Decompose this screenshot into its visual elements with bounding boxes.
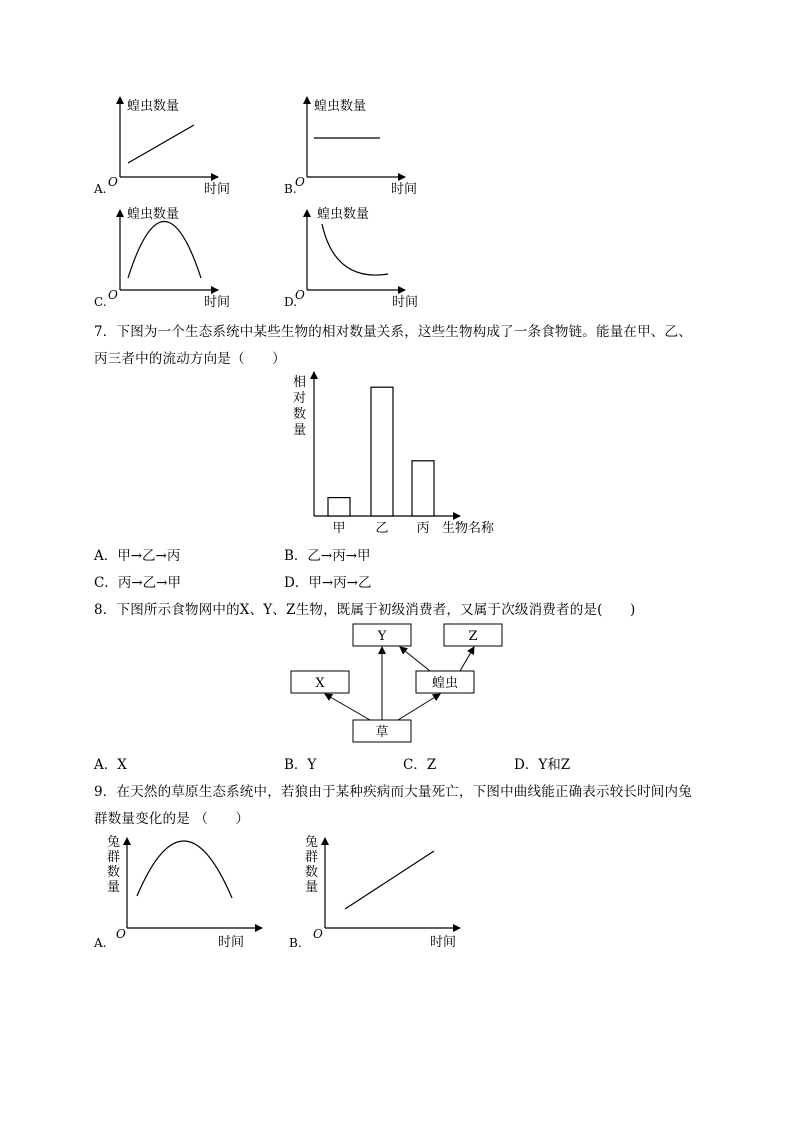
q9-text-line1: 9．在天然的草原生态系统中，若狼由于某种疾病而大量死亡，下图中曲线能正确表示较长时间内兔 xyxy=(94,784,692,800)
q9-graphs xyxy=(0,830,794,960)
q9-text-line2: 群数量变化的是 （ ） xyxy=(94,811,250,827)
y-axis-label-char: 群 xyxy=(107,850,121,865)
y-axis-label-char: 对 xyxy=(293,391,307,406)
y-axis-label-char: 数 xyxy=(293,407,307,422)
y-axis-label-char: 量 xyxy=(305,880,319,895)
node-z: Z xyxy=(468,629,478,644)
q7-text-line2: 丙三者中的流动方向是（ ） xyxy=(94,351,286,367)
x-tick-label: 乙 xyxy=(375,521,389,536)
bar-3 xyxy=(412,461,434,516)
q9-graph-b xyxy=(289,835,460,950)
x-tick-label: 甲 xyxy=(332,521,346,536)
option-label-d: D. xyxy=(284,295,298,309)
q8-option-a[interactable]: A．X xyxy=(94,757,127,773)
curve-increasing xyxy=(128,125,194,163)
node-x: X xyxy=(315,676,325,691)
q8-text: 8．下图所示食物网中的X、Y、Z生物，既属于初级消费者，又属于次级消费者的是( ) xyxy=(94,602,636,618)
q8-option-d[interactable]: D．Y和Z xyxy=(514,757,571,773)
x-axis-label: 时间 xyxy=(430,935,457,950)
q8-option-c[interactable]: C．Z xyxy=(403,757,437,773)
arrow-grass-to-x xyxy=(325,694,370,720)
q6-graph-c xyxy=(94,206,230,310)
y-axis-label: 蝗虫数量 xyxy=(127,99,180,114)
y-axis-label-char: 群 xyxy=(305,850,319,865)
node-y: Y xyxy=(377,629,387,644)
y-axis-label-char: 量 xyxy=(293,423,307,438)
y-axis-label: 蝗虫数量 xyxy=(317,207,370,222)
option-label-b: B. xyxy=(284,182,297,196)
y-axis-label: 蝗虫数量 xyxy=(314,99,367,114)
q8-food-web xyxy=(280,618,520,748)
x-axis-label: 时间 xyxy=(218,935,245,950)
curve-rise-fall xyxy=(137,841,232,898)
origin-label: O xyxy=(108,175,118,189)
x-axis-label: 时间 xyxy=(391,182,418,197)
y-axis-label-char: 量 xyxy=(107,880,121,895)
q6-graphs xyxy=(0,0,794,320)
q7-option-d[interactable]: D．甲→丙→乙 xyxy=(284,575,372,591)
origin-label: O xyxy=(108,288,118,302)
option-label-b: B. xyxy=(289,936,302,950)
y-axis-label: 蝗虫数量 xyxy=(127,207,180,222)
q8-option-b[interactable]: B．Y xyxy=(284,757,317,773)
curve-rise-fall xyxy=(128,222,201,279)
x-axis-label: 时间 xyxy=(392,295,419,310)
option-label-a: A. xyxy=(94,182,107,196)
x-axis-label: 时间 xyxy=(204,295,231,310)
y-axis-label-char: 相 xyxy=(293,375,307,390)
q7-option-c[interactable]: C．丙→乙→甲 xyxy=(94,575,181,591)
bar-2 xyxy=(371,387,393,516)
origin-label: O xyxy=(295,175,305,189)
y-axis-label-char: 兔 xyxy=(107,835,121,850)
q6-graph-a xyxy=(93,97,230,197)
option-label-c: C. xyxy=(94,295,107,309)
arrow-grass-to-locust xyxy=(398,694,440,720)
arrow-locust-to-z xyxy=(460,647,474,671)
node-grass: 草 xyxy=(375,725,389,740)
q7-option-a[interactable]: A．甲→乙→丙 xyxy=(94,548,181,564)
x-axis-label: 时间 xyxy=(204,182,231,197)
y-axis-label xyxy=(293,374,306,438)
q7-bar-chart xyxy=(280,366,520,538)
q6-graph-b xyxy=(284,97,417,197)
q6-graph-d xyxy=(284,206,418,310)
y-axis-label-char: 数 xyxy=(107,865,121,880)
bar-1 xyxy=(328,498,350,516)
option-label-a: A. xyxy=(94,936,107,950)
y-axis-label-char: 数 xyxy=(305,865,319,880)
x-axis-label: 生物名称 xyxy=(442,521,495,536)
q7-text-line1: 7．下图为一个生态系统中某些生物的相对数量关系，这些生物构成了一条食物链。能量在甲、乙、 xyxy=(94,324,692,340)
origin-label: O xyxy=(295,288,305,302)
curve-decreasing xyxy=(322,224,388,275)
origin-label: O xyxy=(313,927,323,941)
origin-label: O xyxy=(116,927,126,941)
node-locust: 蝗虫 xyxy=(431,676,459,691)
q7-option-b[interactable]: B．乙→丙→甲 xyxy=(284,548,371,564)
x-tick-label: 丙 xyxy=(416,521,430,536)
arrow-locust-to-y xyxy=(400,647,430,671)
q9-graph-a xyxy=(93,835,262,950)
curve-increasing xyxy=(345,851,434,909)
y-axis-label-char: 兔 xyxy=(305,835,319,850)
